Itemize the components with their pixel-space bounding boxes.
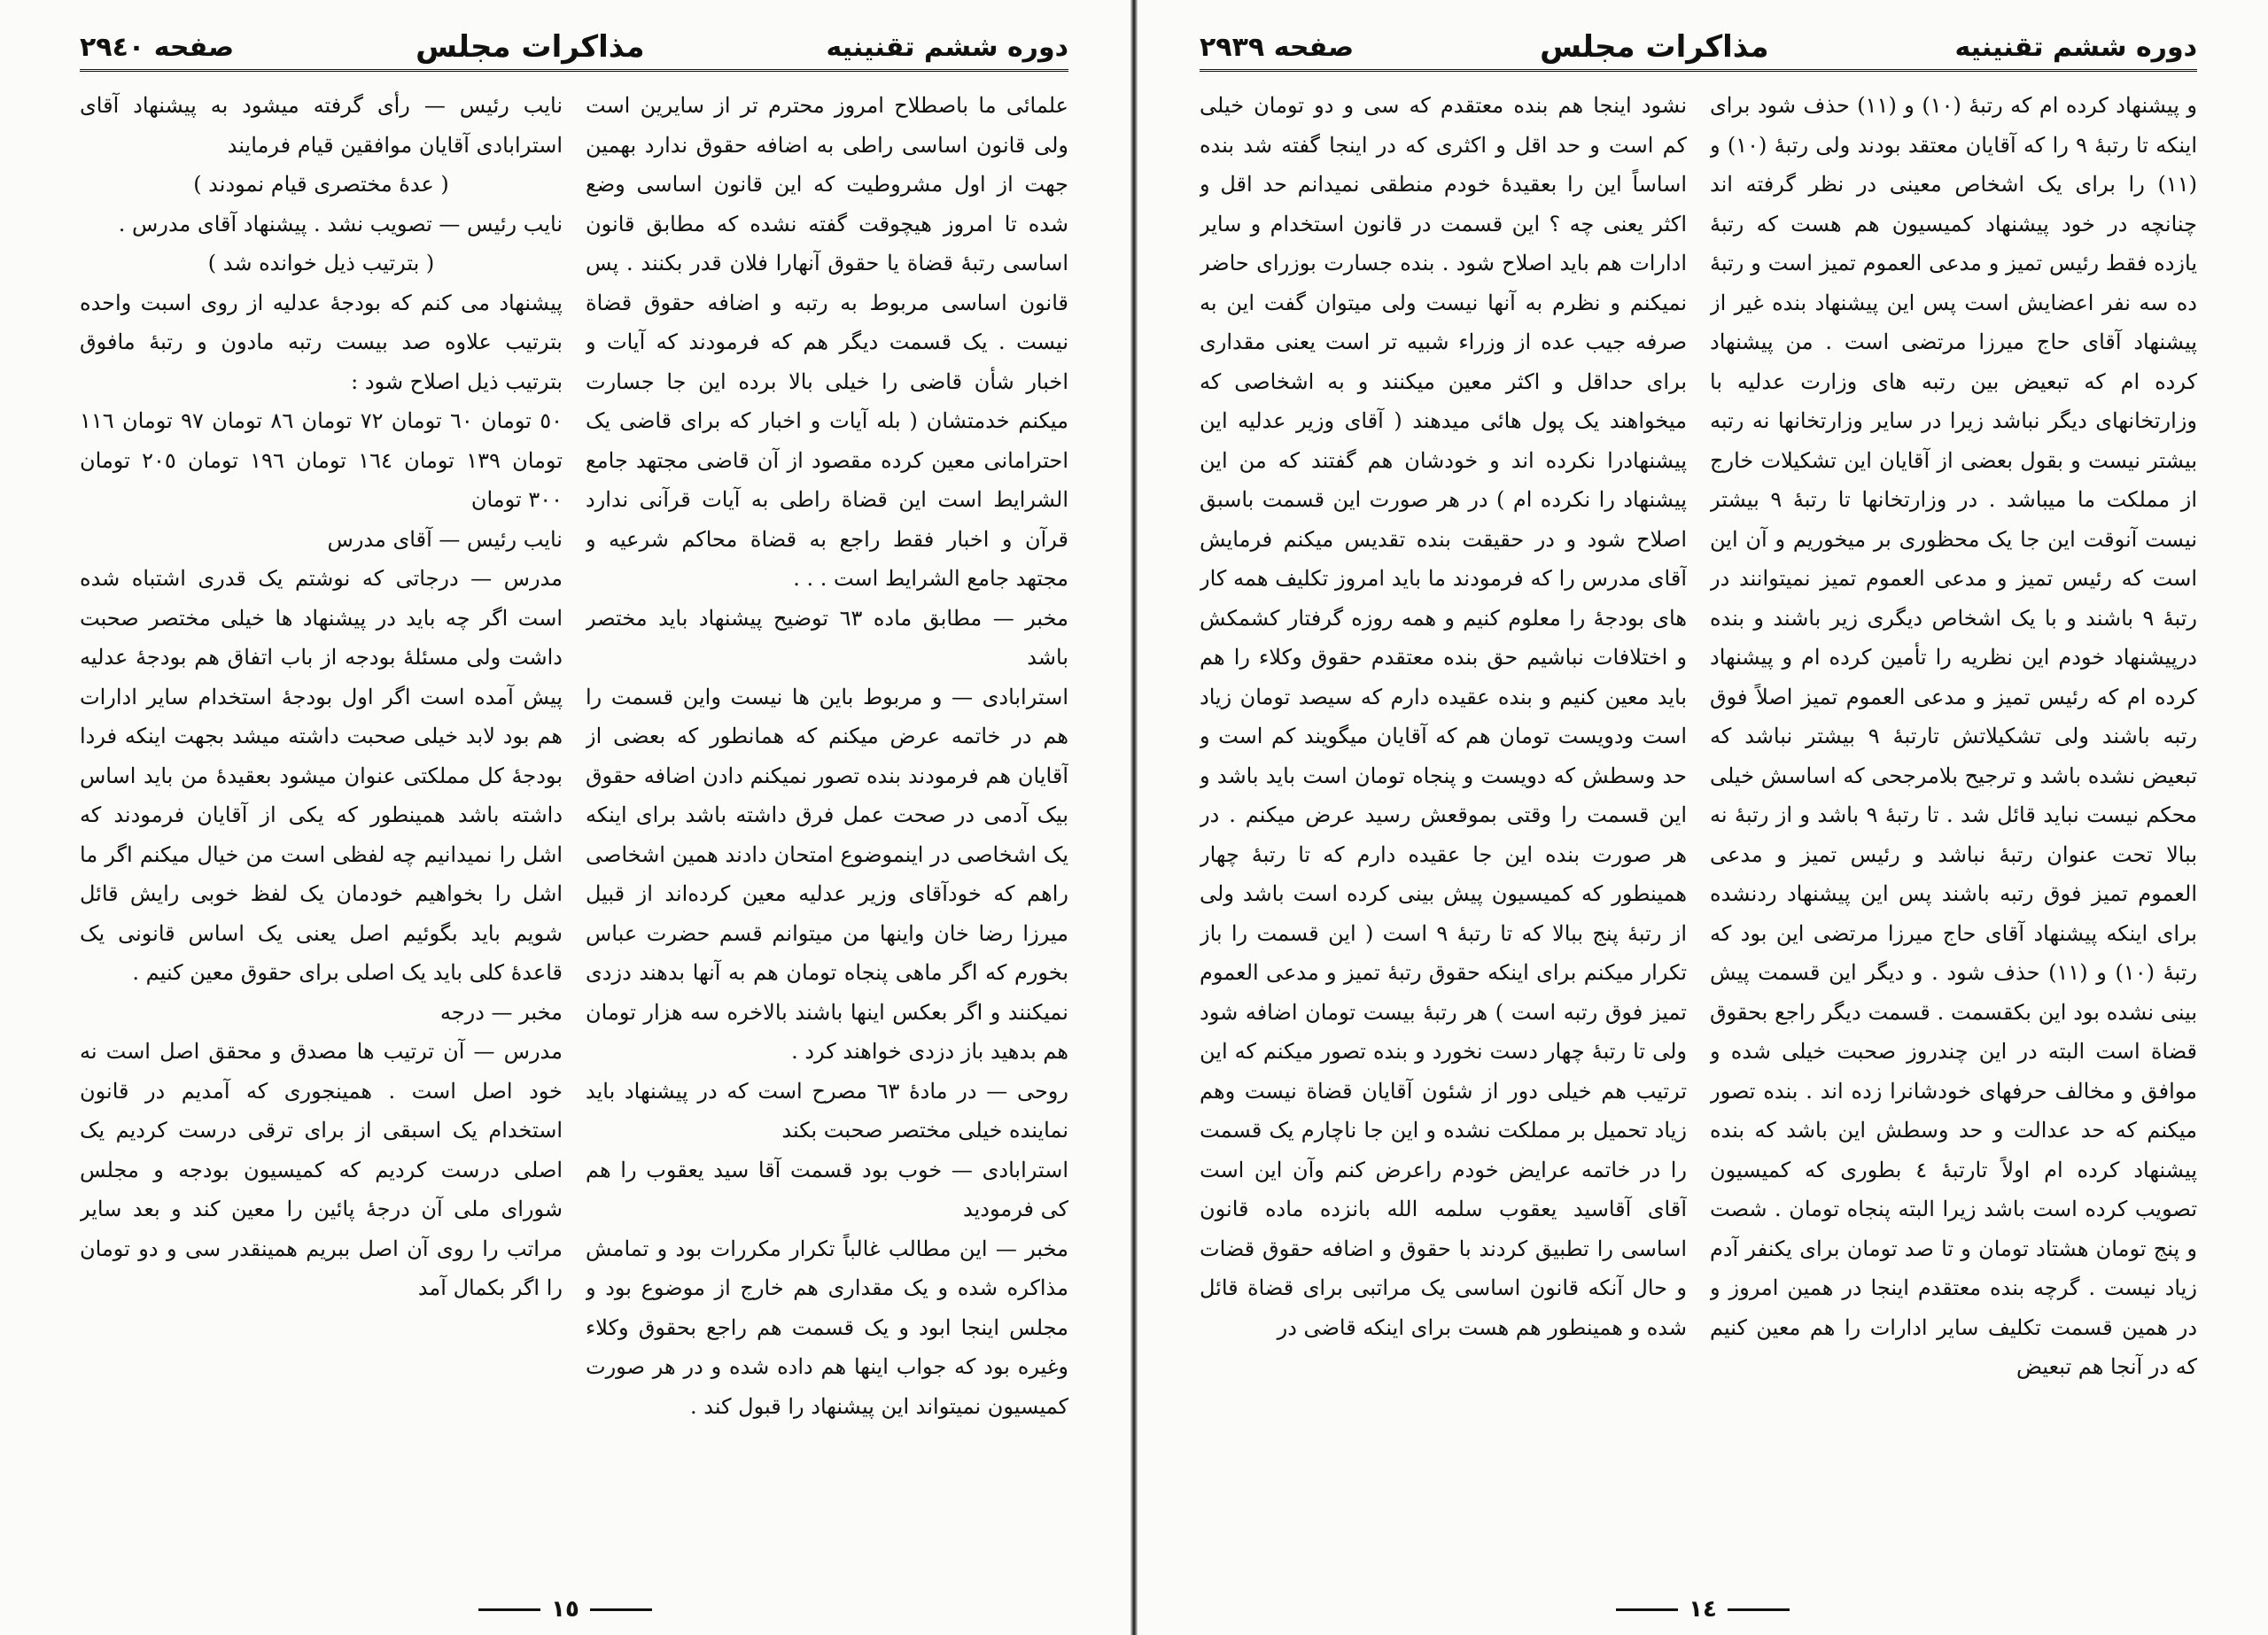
paragraph: مدرس — درجاتی که نوشتم یک قدری اشتباه شده است اگر چه باید در پیشنهاد ها خیلی مختصر صحبت داشت ولی مسئلهٔ بودجه از باب اتفاق هم بودجهٔ عدلیه پیش آمده است اگر اول بودجهٔ استخدام سایر ادارات هم بود لابد خیلی صحبت داشته میشد بجهت اینکه فردا بودجهٔ کل مملکتی عنوان میشود بعقیدهٔ من باید اساس داشته باشد همینطور که یکی از آقایان فرمودند که اشل را نمیدانیم چه لفظی است من خیال میکنم اگر ما اشل را بخواهیم خودمان یک لفظ خوبی رایش قائل شویم باید بگوئیم اصل یعنی یک اساس قانونی یک قاعدهٔ کلی باید یک اصلی برای حقوق معین کنیم . bbox=[80, 566, 563, 985]
paragraph: نایب رئیس — آقای مدرس bbox=[327, 526, 563, 552]
left-column-right bbox=[586, 86, 1068, 1592]
paragraph: نایب رئیس — تصویب نشد . پیشنهاد آقای مدرس . bbox=[118, 211, 563, 236]
paragraph: پیشنهاد می کنم که بودجهٔ عدلیه از روی اسبت واحده بترتیب علاوه صد بیست رتبه مادون و رتبهٔ مافوق بترتیب ذیل اصلاح شود : bbox=[80, 290, 563, 394]
paragraph: مخبر — مطابق ماده ٦٣ توضیح پیشنهاد باید مختصر باشد bbox=[586, 605, 1068, 670]
left-page-title: مذاکرات مجلس bbox=[416, 29, 645, 65]
right-page-title: مذاکرات مجلس bbox=[1540, 29, 1769, 65]
left-page-label: صفحه ٢٩٤٠ bbox=[80, 31, 235, 63]
paragraph: مخبر — درجه bbox=[439, 999, 563, 1025]
book-gutter bbox=[1130, 0, 1138, 1635]
left-columns bbox=[80, 86, 1068, 1592]
paragraph: ( عدهٔ مختصری قیام نمودند ) bbox=[193, 172, 449, 197]
right-page-number: ١٤ bbox=[1689, 1596, 1717, 1623]
paragraph: روحی — در مادهٔ ٦٣ مصرح است که در پیشنهاد باید نماینده خیلی مختصر صحبت بکند bbox=[586, 1078, 1068, 1143]
paragraph: استرابادی — خوب بود قسمت آقا سید یعقوب را هم کی فرمودید bbox=[586, 1157, 1068, 1221]
right-page-footer bbox=[1138, 1596, 2268, 1623]
paragraph: مخبر — این مطالب غالباً تکرار مکررات بود و تمامش مذاکره شده و یک مقداری هم خارج از موضوع بود و مجلس اینجا ابود و یک قسمت هم راجع بحقوق وکلاء وغیره بود که جواب اینها هم داده شده و در هر صورت کمیسیون نمیتواند این پیشنهاد را قبول کند . bbox=[586, 1236, 1068, 1419]
right-column-left bbox=[1200, 86, 1687, 1592]
left-page bbox=[0, 0, 1130, 1635]
paragraph: استرابادی — و مربوط باین ها نیست واین قسمت را هم در خاتمه عرض میکنم که همانطور که بعضی از آقایان هم فرمودند بنده تصور نمیکنم دادن اضافه حقوق بیک آدمی در صحت عمل فرق داشته باشد برای اینکه یک اشخاصی در اینموضوع امتحان دادند همین اشخاصی راهم که خودآقای وزیر عدلیه معین کرده‌اند از قبیل میرزا رضا خان واینها من میتوانم قسم حضرت عباس بخورم که اگر ماهی پنجاه تومان هم به آنها بدهند دزدی نمیکنند و اگر بعکس اینها باشند بالاخره سه هزار تومان هم بدهید باز دزدی خواهند کرد . bbox=[586, 684, 1068, 1064]
right-page-header bbox=[1200, 25, 2197, 72]
paragraph: نایب رئیس — رأی گرفته میشود به پیشنهاد آقای استرابادی آقایان موافقین قیام فرمایند bbox=[80, 93, 563, 158]
paragraph: علمائی ما باصطلاح امروز محترم تر از سایرین است ولی قانون اساسی راطی به اضافه حقوق ندارد بهمین جهت از اول مشروطیت که این قانون اساسی وضع شده تا امروز هیچوقت گفته نشده که مطابق قانون اساسی رتبهٔ قضاة یا حقوق آنهارا فلان قدر بکنند . پس قانون اساسی مربوط به رتبه و اضافه حقوق قضاة نیست . یک قسمت دیگر هم که فرمودند که آیات و اخبار شأن قاضی را خیلی بالا برده این جا جسارت میکنم خدمتشان ( بله آیات و اخبار که برای قاضی یک احترامانی معین کرده مقصود از آن قاضی مجتهد جامع الشرایط است این قضاة راطی به آیات قرآنی ندارد قرآن و اخبار فقط راجع به قضاة محاکم شرعیه و مجتهد جامع الشرایط است . . . bbox=[586, 93, 1068, 591]
salary-list: ٥٠ تومان ٦٠ تومان ٧٢ تومان ٨٦ تومان ٩٧ تومان ١١٦ تومان ١٣٩ تومان ١٦٤ تومان ١٩٦ تومان ٢٠٥ تومان ٣٠٠ تومان bbox=[80, 408, 563, 512]
right-page bbox=[1138, 0, 2268, 1635]
left-page-header bbox=[80, 25, 1068, 72]
paragraph: مدرس — آن ترتیب ها مصدق و محقق اصل است نه خود اصل است . همینجوری که آمدیم در قانون استخدام یک اسبقی از برای ترقی درست کردیم یک اصلی درست کردیم که کمیسیون بودجه و مجلس شورای ملی آن درجهٔ پائین را معین کند و بعد سایر مراتب را روی آن اصل ببریم همینقدر سی و دو تومان را اگر بکمال آمد bbox=[80, 1039, 563, 1300]
right-page-label: صفحه ٢٩٣٩ bbox=[1200, 31, 1355, 63]
right-session-label: دوره ششم تقنینیه bbox=[1954, 31, 2197, 63]
left-page-footer bbox=[0, 1596, 1130, 1623]
right-column-right bbox=[1710, 86, 2197, 1592]
left-session-label: دوره ششم تقنینیه bbox=[826, 31, 1068, 63]
left-column-left bbox=[80, 86, 563, 1592]
paragraph: ( بترتیب ذیل خوانده شد ) bbox=[207, 251, 435, 275]
paragraph: و پیشنهاد کرده ام که رتبهٔ (١٠) و (١١) حذف شود برای اینکه تا رتبهٔ ٩ را که آقایان معتقد بودند ولی رتبهٔ (١٠) و (١١) را برای یک اشخاص معینی در نظر گرفته اند چنانچه در خود پیشنهاد کمیسیون هم هست که رتبهٔ یازده فقط رئیس تمیز و مدعی العموم تمیز است و رتبهٔ ده سه نفر اعضایش است پس این پیشنهاد بنده غیر از پیشنهاد آقای حاج میرزا مرتضی است . من پیشنهاد کرده ام که تبعیض بین رتبه های وزارت عدلیه با وزارتخانهای دیگر نباشد زیرا در سایر وزارتخانها نه رتبه بیشتر نیست و بقول بعضی از آقایان این تشکیلات خارج از مملکت ما میباشد . در وزارتخانها تا رتبهٔ ٩ بیشتر نیست آنوقت این جا یک محظوری بر میخوریم و آن این است که رئیس تمیز و مدعی العموم تمیز نمیتوانند در رتبهٔ ٩ باشند و با یک اشخاص دیگری زیر باشند و بنده درپیشنهاد خودم این نظریه را تأمین کرده ام و پیشنهاد کرده ام که رئیس تمیز و مدعی العموم تمیز اصلاً فوق رتبه باشند ولی تشکیلاتش تارتبهٔ ٩ بیشتر نباشد که تبعیض نشده باشد و ترجیح بلامرجحی که اساسش خیلی محکم نیست نباید قائل شد . تا رتبهٔ ٩ باشد و از رتبهٔ نه ببالا تحت عنوان رتبهٔ نباشد و رئیس تمیز و مدعی العموم تمیز فوق رتبه باشند پس این پیشنهاد ردنشده برای اینکه پیشنهاد آقای حاج میرزا مرتضی این بود که رتبهٔ (١٠) و (١١) حذف شود . و دیگر این قسمت پیش بینی نشده بود این بکقسمت . قسمت دیگر راجع بحقوق قضاة است البته در این چندروز صحبت خیلی شده و موافق و مخالف حرفهای خودشانرا زده اند . بنده تصور میکنم که حد عدالت و حد وسطش این باشد که بنده پیشنهاد کرده ام اولاً تارتبهٔ ٤ بطوری که کمیسیون تصویب کرده است باشد زیرا البته پنجاه تومان . شصت و پنج تومان هشتاد تومان و تا صد تومان برای یکنفر آدم زیاد نیست . گرچه بنده معتقدم اینجا در همین امروز و در همین قسمت تکلیف سایر ادارات را هم معین کنیم که در آنجا هم تبعیض bbox=[1710, 93, 2197, 1379]
left-page-number: ١٥ bbox=[551, 1596, 579, 1623]
paragraph: نشود اینجا هم بنده معتقدم که سی و دو تومان خیلی کم است و حد اقل و اکثری که در اینجا گفته شد بنده اساساً این را بعقیدهٔ خودم منطقی نمیدانم حد اقل و اکثر یعنی چه ؟ این قسمت در قانون استخدام و سایر ادارات هم باید اصلاح شود . بنده جسارت بوزرای حاضر نمیکنم و نظرم به آنها نیست ولی میتوان گفت این به صرفه جیب عده از وزراء شبیه تر است یعنی مقداری برای حداقل و اکثر معین میکنند و به اشخاصی که میخواهند یک پول هائی میدهند ( آقای وزیر عدلیه این پیشنهادرا نکرده اند و خودشان هم گفتند که من این پیشنهاد را نکرده ام ) در هر صورت این قسمت باسبق اصلاح شود و در حقیقت بنده تقدیس میکنم فرمایش آقای مدرس را که فرمودند ما باید امروز تکلیف همه کار های بودجهٔ را معلوم کنیم و همه روزه گرفتار کشمکش و اختلافات نباشیم حق بنده معتقدم حقوق وکلاء را هم باید معین کنیم و بنده عقیده دارم که سیصد تومان زیاد است ودویست تومان هم که آقایان میگویند کم است و حد وسطش که دویست و پنجاه تومان است باید باشد و این قسمت را وقتی بموقعش رسید عرض میکنم . در هر صورت بنده این جا عقیده دارم که تا رتبهٔ چهار همینطور که کمیسیون پیش بینی کرده است باشد ولی از رتبهٔ پنج ببالا که تا رتبهٔ ٩ است ( این قسمت را باز تکرار میکنم برای اینکه حقوق رتبهٔ تمیز و مدعی العموم تمیز فوق رتبه است ) هر رتبهٔ بیست تومان اضافه شود ولی تا رتبهٔ چهار دست نخورد و بنده تصور میکنم که این ترتیب هم خیلی دور از شئون آقایان قضاة نیست وهم زیاد تحمیل بر مملکت نشده و این جا ناچارم یک قسمت را در خاتمه عرایض خودم راعرض کنم وآن این است آقای آقاسید یعقوب سلمه الله بانزده ماده قانون اساسی را تطبیق کردند با حقوق و اضافه حقوق قضات و حال آنکه قانون اساسی یک مراتبی برای قضاة قائل شده و همینطور هم هست برای اینکه قاضی در bbox=[1200, 93, 1687, 1340]
right-columns bbox=[1200, 86, 2197, 1592]
